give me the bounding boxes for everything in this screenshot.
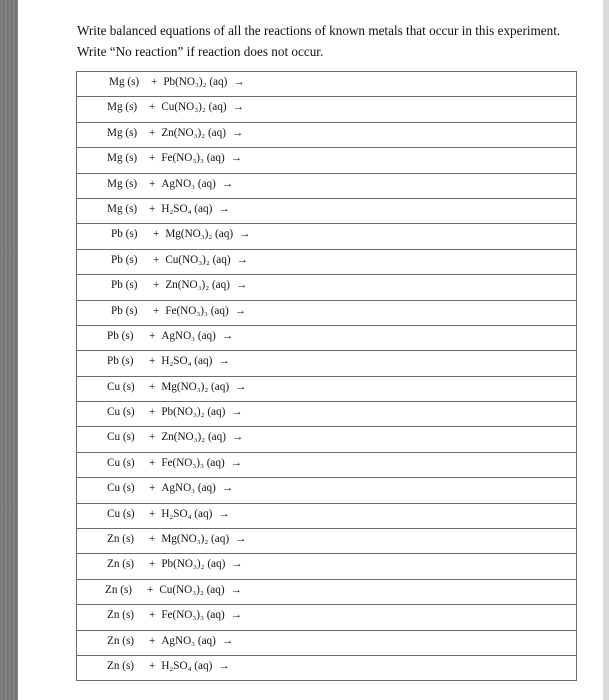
solution-reactant: AgNO₃ (aq) <box>161 177 216 190</box>
solution-reactant: Mg(NO₃)₂ (aq) <box>165 228 234 241</box>
table-row <box>77 554 576 579</box>
reaction-arrow: → <box>218 659 230 672</box>
solution-reactant: Mg(NO₃)₂ (aq) <box>161 380 230 393</box>
reaction-equation <box>107 127 243 139</box>
table-row <box>77 605 576 630</box>
reaction-arrow: → <box>218 507 230 520</box>
plus-sign: + <box>153 279 160 292</box>
metal-reactant: Mg (s) <box>107 177 138 190</box>
reaction-arrow: → <box>231 406 243 419</box>
table-row <box>77 174 576 199</box>
solution-reactant: Fe(NO₃)₃ (aq) <box>165 304 229 317</box>
reaction-arrow: → <box>230 583 242 596</box>
table-row <box>77 301 576 326</box>
solution-reactant: AgNO₃ (aq) <box>161 329 216 342</box>
metal-reactant: Mg (s) <box>107 101 138 114</box>
metal-reactant: Zn (s) <box>107 659 135 672</box>
solution-reactant: Pb(NO₃)₂ (aq) <box>163 76 228 88</box>
reaction-arrow: → <box>218 355 230 368</box>
plus-sign: + <box>149 152 156 165</box>
solution-reactant: Cu(NO₃)₂ (aq) <box>161 101 227 114</box>
reaction-arrow: → <box>230 609 242 622</box>
metal-reactant: Zn (s) <box>107 558 135 571</box>
reaction-arrow: → <box>235 380 247 393</box>
metal-reactant: Zn (s) <box>105 583 133 596</box>
solution-reactant: Pb(NO₃)₂ (aq) <box>161 558 226 571</box>
plus-sign: + <box>149 634 156 647</box>
table-row <box>77 199 576 224</box>
plus-sign: + <box>149 533 156 546</box>
plus-sign: + <box>153 304 160 317</box>
solution-reactant: H₂SO₄ (aq) <box>161 507 213 520</box>
reaction-equation <box>111 279 247 291</box>
table-row <box>77 377 576 402</box>
table-row <box>77 97 576 122</box>
reaction-arrow: → <box>221 482 234 495</box>
left-edge-strip <box>0 0 18 700</box>
reactions-table <box>76 71 577 681</box>
plus-sign: + <box>149 431 156 444</box>
reaction-arrow: → <box>230 456 242 469</box>
solution-reactant: Zn(NO₃)₂ (aq) <box>161 431 226 444</box>
reaction-equation <box>107 660 230 672</box>
metal-reactant: Zn (s) <box>107 634 135 647</box>
table-row <box>77 250 576 275</box>
reaction-arrow: → <box>236 253 248 266</box>
reaction-equation <box>107 482 233 494</box>
reaction-equation <box>105 584 242 596</box>
table-row <box>77 275 576 300</box>
plus-sign: + <box>147 583 154 596</box>
instruction-line-1: Write balanced equations of all the reactions of known metals that occur in this experiment. <box>77 23 561 38</box>
metal-reactant: Pb (s) <box>107 329 134 342</box>
reaction-equation <box>107 609 242 621</box>
metal-reactant: Cu (s) <box>107 507 135 520</box>
reaction-equation <box>107 533 246 545</box>
reaction-equation <box>107 203 230 215</box>
plus-sign: + <box>153 253 160 266</box>
reaction-equation <box>107 558 243 570</box>
reaction-equation <box>111 254 248 266</box>
reaction-equation <box>107 355 230 367</box>
metal-reactant: Cu (s) <box>107 431 135 444</box>
reaction-equation <box>107 178 233 190</box>
metal-reactant: Pb (s) <box>111 228 138 241</box>
reaction-equation <box>107 406 243 418</box>
plus-sign: + <box>149 101 156 114</box>
reaction-equation <box>111 305 246 317</box>
solution-reactant: Cu(NO₃)₂ (aq) <box>165 253 231 266</box>
metal-reactant: Zn (s) <box>107 609 135 622</box>
table-row <box>77 504 576 529</box>
plus-sign: + <box>149 482 156 495</box>
reaction-arrow: → <box>233 76 245 88</box>
plus-sign: + <box>153 228 160 241</box>
solution-reactant: Cu(NO₃)₂ (aq) <box>159 583 225 596</box>
plus-sign: + <box>149 609 156 622</box>
reaction-arrow: → <box>232 101 244 114</box>
reaction-equation <box>107 152 242 164</box>
reaction-equation <box>107 635 233 647</box>
plus-sign: + <box>149 202 156 215</box>
metal-reactant: Pb (s) <box>107 355 134 368</box>
solution-reactant: H₂SO₄ (aq) <box>161 202 213 215</box>
plus-sign: + <box>149 355 156 368</box>
plus-sign: + <box>149 380 156 393</box>
table-row <box>77 656 576 681</box>
metal-reactant: Mg (s) <box>109 76 140 88</box>
metal-reactant: Mg (s) <box>107 202 138 215</box>
reaction-arrow: → <box>231 558 243 571</box>
reaction-equation <box>107 101 244 113</box>
plus-sign: + <box>149 329 156 342</box>
metal-reactant: Pb (s) <box>111 253 138 266</box>
plus-sign: + <box>149 406 156 419</box>
table-row <box>77 123 576 148</box>
reaction-equation <box>109 76 245 88</box>
reaction-equation <box>111 228 250 240</box>
solution-reactant: Fe(NO₃)₃ (aq) <box>161 609 225 622</box>
reaction-arrow: → <box>235 533 247 546</box>
table-row <box>77 427 576 452</box>
metal-reactant: Zn (s) <box>107 533 135 546</box>
table-row <box>77 580 576 605</box>
solution-reactant: Zn(NO₃)₂ (aq) <box>165 279 230 292</box>
metal-reactant: Cu (s) <box>107 456 135 469</box>
reaction-arrow: → <box>231 126 244 139</box>
reaction-arrow: → <box>235 279 248 292</box>
reaction-equation <box>107 381 246 393</box>
plus-sign: + <box>149 456 156 469</box>
solution-reactant: H₂SO₄ (aq) <box>161 355 213 368</box>
reaction-equation <box>107 508 230 520</box>
metal-reactant: Mg (s) <box>107 126 138 139</box>
table-row <box>77 224 576 249</box>
table-row <box>77 72 576 97</box>
table-row <box>77 148 576 173</box>
reaction-arrow: → <box>239 228 251 241</box>
right-page-edge <box>603 0 609 700</box>
table-row <box>77 631 576 656</box>
table-row <box>77 351 576 376</box>
reaction-arrow: → <box>221 177 234 190</box>
table-row <box>77 402 576 427</box>
metal-reactant: Mg (s) <box>107 152 138 165</box>
metal-reactant: Cu (s) <box>107 406 135 419</box>
metal-reactant: Pb (s) <box>111 304 138 317</box>
plus-sign: + <box>151 76 158 88</box>
metal-reactant: Cu (s) <box>107 380 135 393</box>
table-row <box>77 326 576 351</box>
metal-reactant: Pb (s) <box>111 279 138 292</box>
solution-reactant: Pb(NO₃)₂ (aq) <box>161 406 226 419</box>
plus-sign: + <box>149 558 156 571</box>
solution-reactant: Mg(NO₃)₂ (aq) <box>161 533 230 546</box>
plus-sign: + <box>149 177 156 190</box>
metal-reactant: Cu (s) <box>107 482 135 495</box>
reaction-arrow: → <box>218 202 230 215</box>
plus-sign: + <box>149 659 156 672</box>
instruction-line-2: Write “No reaction” if reaction does not occur. <box>77 44 324 59</box>
solution-reactant: Fe(NO₃)₃ (aq) <box>161 456 225 469</box>
solution-reactant: AgNO₃ (aq) <box>161 634 216 647</box>
table-row <box>77 478 576 503</box>
solution-reactant: Fe(NO₃)₃ (aq) <box>161 152 225 165</box>
reaction-arrow: → <box>230 152 242 165</box>
reaction-arrow: → <box>221 329 234 342</box>
solution-reactant: AgNO₃ (aq) <box>161 482 216 495</box>
solution-reactant: H₂SO₄ (aq) <box>161 659 213 672</box>
plus-sign: + <box>149 126 156 139</box>
reaction-equation <box>107 457 242 469</box>
plus-sign: + <box>149 507 156 520</box>
reaction-equation <box>107 431 243 443</box>
table-row <box>77 529 576 554</box>
reaction-arrow: → <box>234 304 246 317</box>
reaction-arrow: → <box>221 634 234 647</box>
table-row <box>77 453 576 478</box>
solution-reactant: Zn(NO₃)₂ (aq) <box>161 126 226 139</box>
reaction-arrow: → <box>231 431 244 444</box>
reaction-equation <box>107 330 233 342</box>
